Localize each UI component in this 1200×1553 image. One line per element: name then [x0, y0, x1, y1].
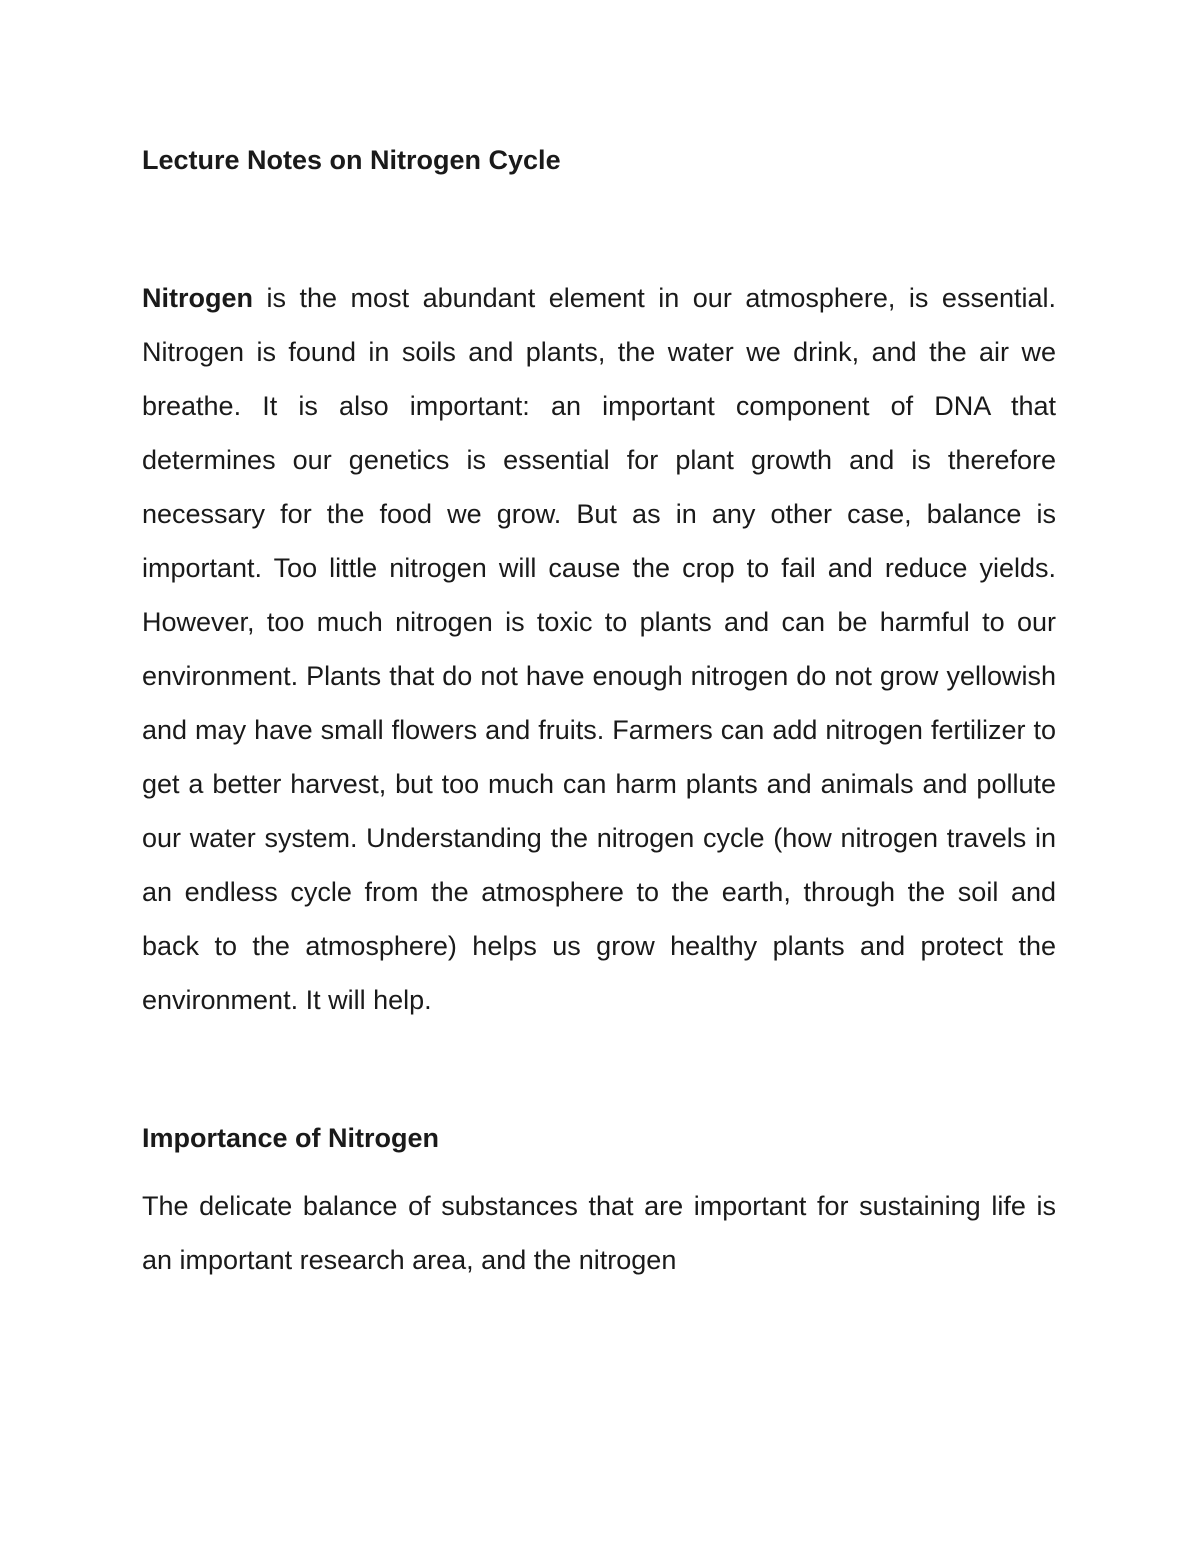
document-title: Lecture Notes on Nitrogen Cycle — [142, 145, 561, 175]
document-content — [142, 133, 1056, 1287]
section-paragraph: The delicate balance of substances that are important for sustaining life is an important research area, and the nitrogen — [142, 1191, 1056, 1275]
intro-lead-term: Nitrogen — [142, 283, 253, 313]
section-heading: Importance of Nitrogen — [142, 1123, 440, 1153]
intro-paragraph-text: is the most abundant element in our atmosphere, is essential. Nitrogen is found in soils and plants, the water we drink, and the air we breathe. It is also important: an important component of DNA that determines our genetics is essential for plant growth and is therefore necessary for the food we grow. But as in any other case, balance is important. Too little nitrogen will cause the crop to fail and reduce yields. However, too much nitrogen is toxic to plants and can be harmful to our environment. Plants that do not have enough nitrogen do not grow yellowish and may have small flowers and fruits. Farmers can add nitrogen fertilizer to get a better harvest, but too much can harm plants and animals and pollute our water system. Understanding the nitrogen cycle (how nitrogen travels in an endless cycle from the atmosphere to the earth, through the soil and back to the atmosphere) helps us grow healthy plants and protect the environment. It will help. — [142, 283, 1056, 1015]
intro-paragraph — [142, 271, 1056, 1027]
